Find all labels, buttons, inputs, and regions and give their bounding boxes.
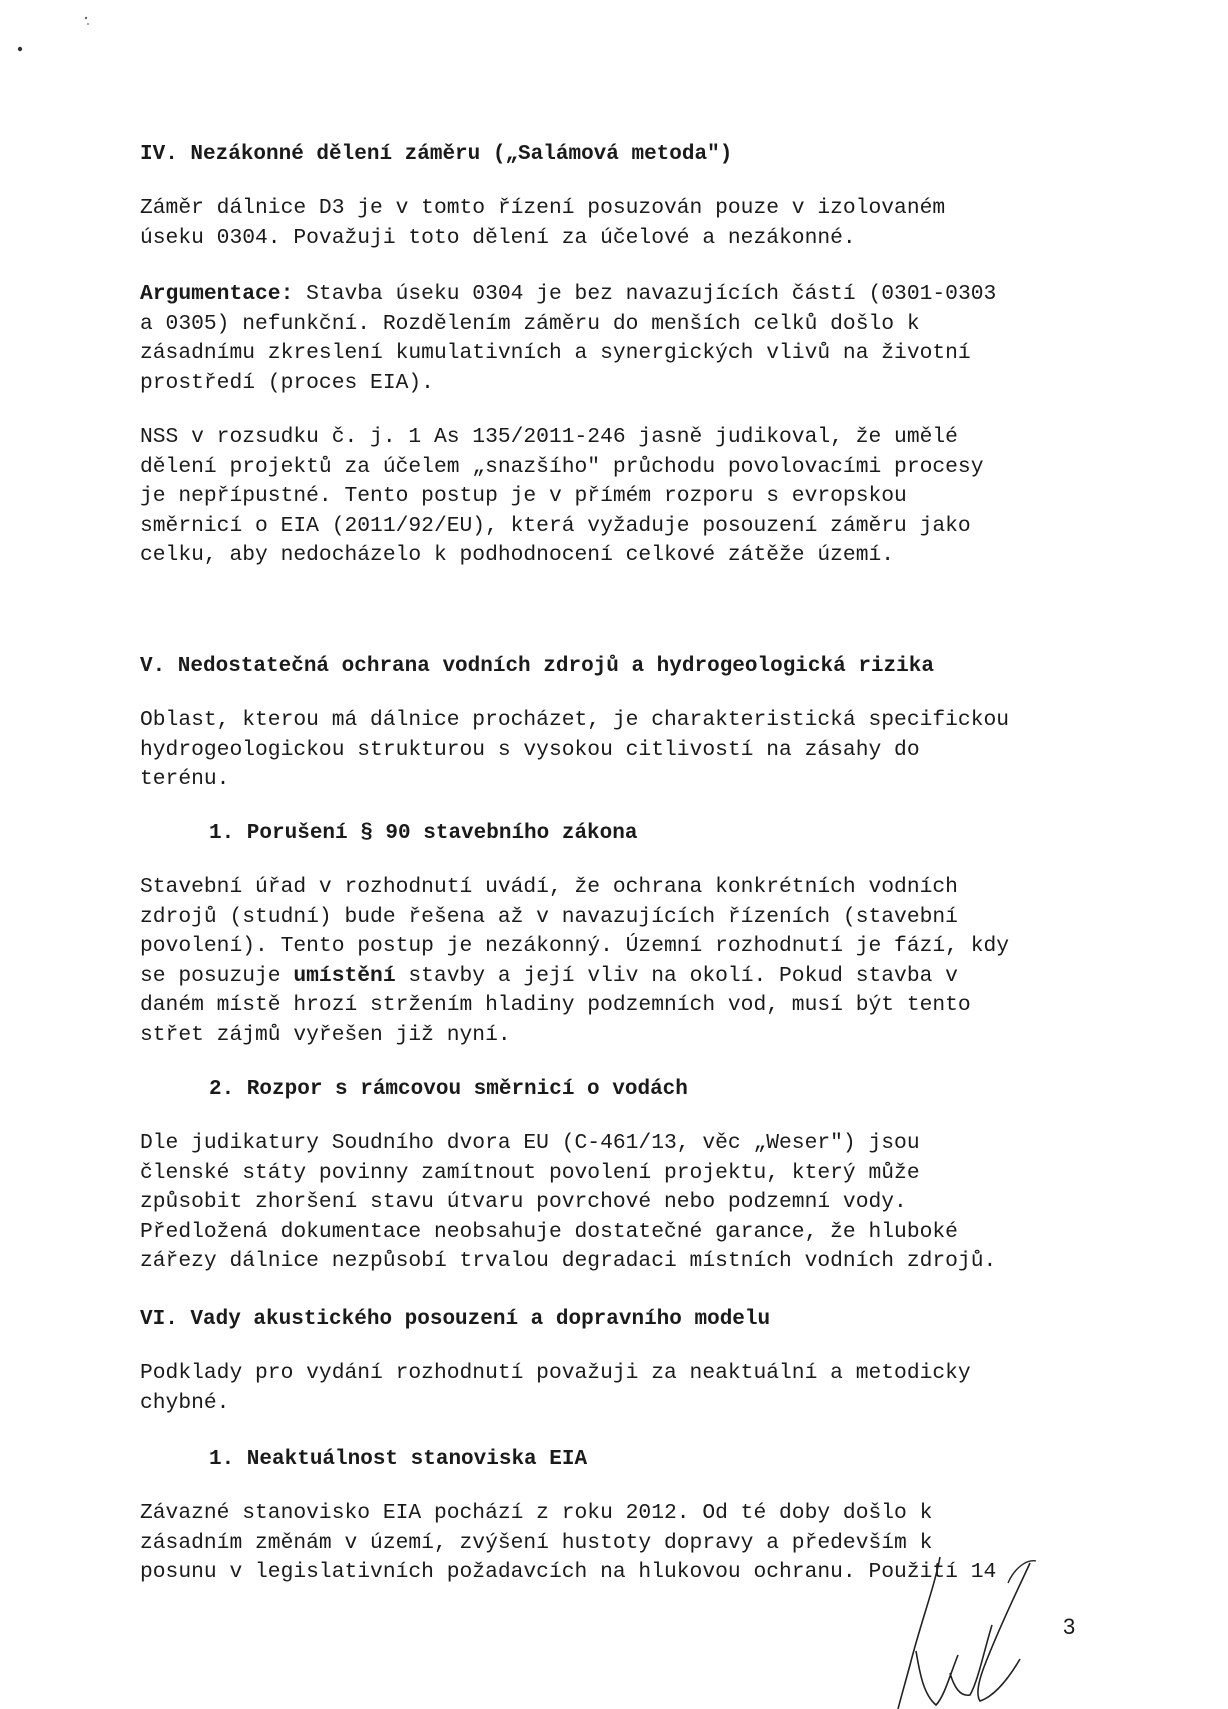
text-line: střet zájmů vyřešen již nyní.	[140, 1022, 511, 1047]
argumentation-label: Argumentace:	[140, 282, 294, 306]
section-vi-paragraph-1	[140, 1359, 1080, 1418]
text-segment: se posuzuje	[140, 963, 294, 988]
text-line: zdrojů (studní) bude řešena až v navazujících řízeních (stavební	[140, 904, 958, 929]
emphasis-placement: umístění	[293, 963, 396, 988]
page-number: 3	[1063, 1614, 1076, 1639]
section-v-subheading-2: 2. Rozpor s rámcovou směrnicí o vodách	[209, 1078, 688, 1101]
text-line: hydrogeologickou strukturou s vysokou citlivostí na zásahy do	[140, 737, 920, 762]
section-iv-heading: IV. Nezákonné dělení záměru („Salámová metoda")	[140, 143, 733, 166]
text-line: terénu.	[140, 767, 230, 791]
text-line: a 0305) nefunkční. Rozdělením záměru do menších celků došlo k	[140, 311, 920, 336]
text-line: zářezy dálnice nezpůsobí trvalou degradaci místních vodních zdrojů.	[140, 1249, 997, 1273]
section-v-heading: V. Nedostatečná ochrana vodních zdrojů a hydrogeologická rizika	[140, 655, 934, 678]
text-line: je nepřípustné. Tento postup je v přímém rozporu s evropskou	[140, 484, 907, 508]
text-line: Předložená dokumentace neobsahuje dostatečné garance, že hluboké	[140, 1219, 958, 1244]
section-iv-argumentation	[140, 280, 1080, 398]
text-line: Závazné stanovisko EIA pochází z roku 2012. Od té doby došlo k	[140, 1501, 933, 1525]
section-vi-heading: VI. Vady akustického posouzení a dopravního modelu	[140, 1308, 771, 1331]
section-v-subsection-2-text	[140, 1129, 1080, 1277]
text-line: dělení projektů za účelem „snazšího" průchodu povolovacími procesy	[140, 454, 984, 479]
text-line: směrnicí o EIA (2011/92/EU), která vyžaduje posouzení záměru jako	[140, 513, 971, 538]
text-line: Záměr dálnice D3 je v tomto řízení posuzován pouze v izolovaném	[140, 196, 946, 220]
text-line: povolení). Tento postup je nezákonný. Územní rozhodnutí je fází, kdy	[140, 934, 1010, 958]
text-line: členské státy povinny zamítnout povolení projektu, který může	[140, 1160, 920, 1185]
section-vi-subheading-1: 1. Neaktuálnost stanoviska EIA	[209, 1448, 588, 1471]
text-line: Oblast, kterou má dálnice procházet, je charakteristická specifickou	[140, 708, 1010, 732]
handwritten-signature	[880, 1555, 1060, 1709]
scan-specks	[0, 0, 120, 70]
section-v-subsection-1-text	[140, 873, 1080, 1050]
text-line: zásadním změnám v území, zvýšení hustoty dopravy a především k	[140, 1530, 933, 1555]
text-line: Stavební úřad v rozhodnutí uvádí, že ochrana konkrétních vodních	[140, 875, 958, 899]
text-segment: stavby a její vliv na okolí. Pokud stavba v	[395, 963, 958, 988]
section-iv-paragraph-1	[140, 194, 1080, 253]
section-iv-paragraph-3	[140, 423, 1080, 571]
section-v-paragraph-1	[140, 706, 1080, 795]
text-line: způsobit zhoršení stavu útvaru povrchové nebo podzemní vody.	[140, 1190, 907, 1214]
section-v-subheading-1: 1. Porušení § 90 stavebního zákona	[209, 822, 638, 845]
text-line: chybné.	[140, 1390, 230, 1415]
text-line: Dle judikatury Soudního dvora EU (C-461/13, věc „Weser") jsou	[140, 1131, 920, 1155]
text-line: zásadnímu zkreslení kumulativních a synergických vlivů na životní	[140, 341, 971, 365]
text-line: posunu v legislativních požadavcích na hlukovou ochranu. Použití 14	[140, 1560, 997, 1584]
text-line: NSS v rozsudku č. j. 1 As 135/2011-246 jasně judikoval, že umělé	[140, 425, 958, 449]
text-line: úseku 0304. Považuji toto dělení za účelové a nezákonné.	[140, 225, 856, 250]
text-line: Podklady pro vydání rozhodnutí považuji za neaktuální a metodicky	[140, 1361, 971, 1385]
text-line: daném místě hrozí stržením hladiny podzemních vod, musí být tento	[140, 993, 971, 1017]
text-line: celku, aby nedocházelo k podhodnocení celkové zátěže území.	[140, 543, 895, 567]
text-line: prostředí (proces EIA).	[140, 370, 434, 395]
text-segment: Stavba úseku 0304 je bez navazujících částí (0301-0303	[293, 282, 997, 306]
